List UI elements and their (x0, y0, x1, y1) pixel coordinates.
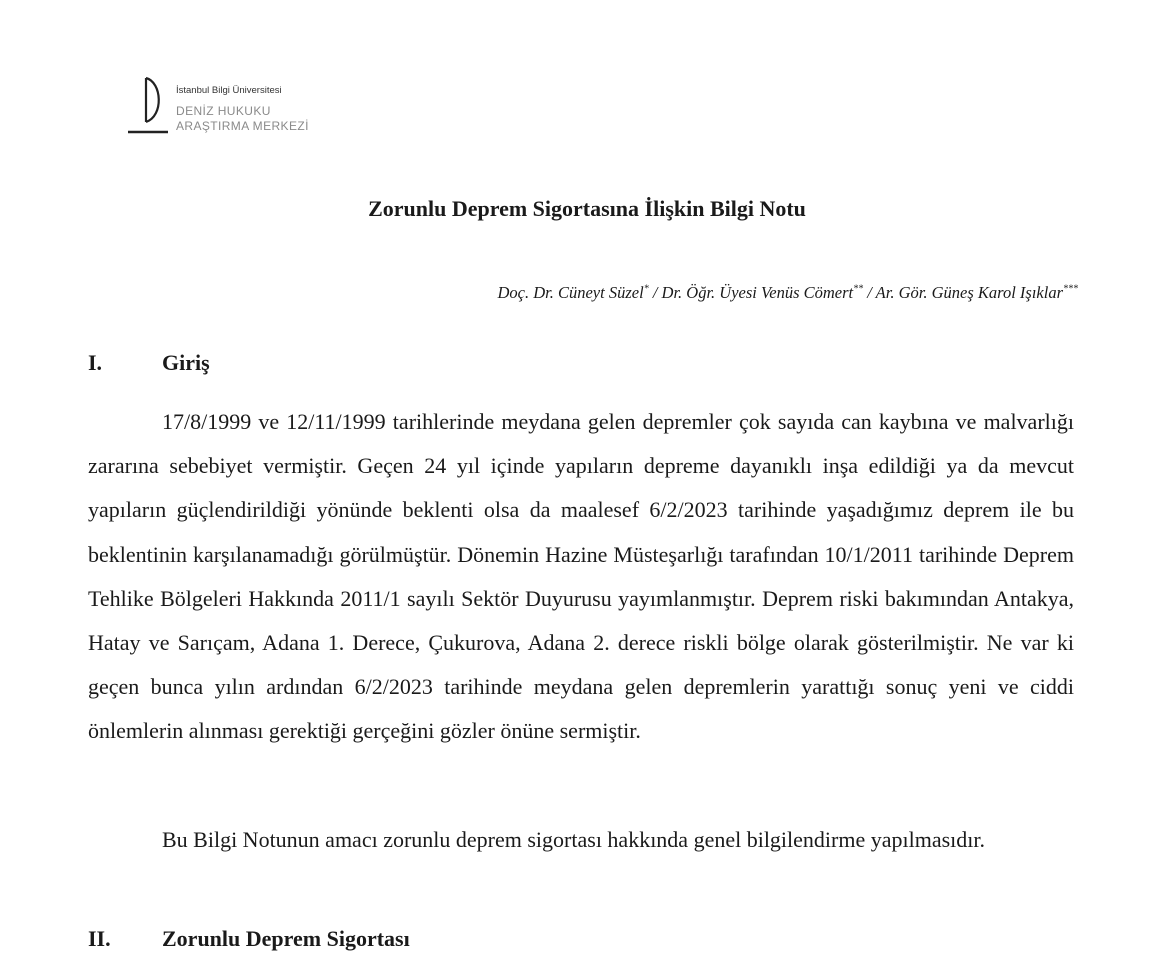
d-logo-mark-icon (128, 76, 174, 138)
author-separator: / (648, 283, 662, 302)
logo-university-name: İstanbul Bilgi Üniversitesi (176, 85, 282, 96)
institution-logo (128, 76, 348, 146)
footnote-mark-2[interactable]: ** (853, 283, 864, 295)
section-number: I. (88, 350, 103, 375)
body-paragraph: Bu Bilgi Notunun amacı zorunlu deprem sigortası hakkında genel bilgilendirme yapılmasıdır. (162, 827, 986, 852)
logo-center-name-line2: ARAŞTIRMA MERKEZİ (176, 119, 309, 133)
author-line (497, 283, 1078, 303)
section-heading-intro (88, 350, 210, 376)
author-2: Dr. Öğr. Üyesi Venüs Cömert (661, 283, 854, 302)
author-3: Ar. Gör. Güneş Karol Işıklar (875, 283, 1063, 302)
section-heading-insurance (88, 926, 410, 952)
footnote-mark-3[interactable]: *** (1063, 283, 1078, 295)
author-1: Doç. Dr. Cüneyt Süzel (497, 283, 644, 302)
section-title: Zorunlu Deprem Sigortası (162, 926, 410, 951)
author-separator: / (863, 283, 876, 302)
document-title: Zorunlu Deprem Sigortasına İlişkin Bilgi Notu (368, 196, 806, 221)
logo-center-name-line1: DENİZ HUKUKU (176, 104, 271, 118)
section-title: Giriş (162, 350, 210, 375)
section-number: II. (88, 926, 111, 951)
body-paragraph: 17/8/1999 ve 12/11/1999 tarihlerinde meydana gelen depremler çok sayıda can kaybına ve malvarlığı zararına sebebiyet vermiştir. Geçen 24 yıl içinde yapıların depreme dayanıklı inşa edildiği ya da mevcut yapıların güçlendirildiği yönünde beklenti olsa da maalesef 6/2/2023 tarihinde yaşadığımız deprem ile bu beklentinin karşılanamadığı görülmüştür. Dönemin Hazine Müsteşarlığı tarafından 10/1/2011 tarihinde Deprem Tehlike Bölgeleri Hakkında 2011/1 sayılı Sektör Duyurusu yayımlanmıştır. Deprem riski bakımından Antakya, Hatay ve Sarıçam, Adana 1. Derece, Çukurova, Adana 2. derece riskli bölge olarak gösterilmiştir. Ne var ki geçen bunca yılın ardından 6/2/2023 tarihinde meydana gelen depremlerin yarattığı sonuç yeni ve ciddi önlemlerin alınması gerektiği gerçeğini gözler önüne sermiştir. (88, 409, 1074, 744)
footnote-mark-1[interactable]: * (643, 283, 649, 295)
